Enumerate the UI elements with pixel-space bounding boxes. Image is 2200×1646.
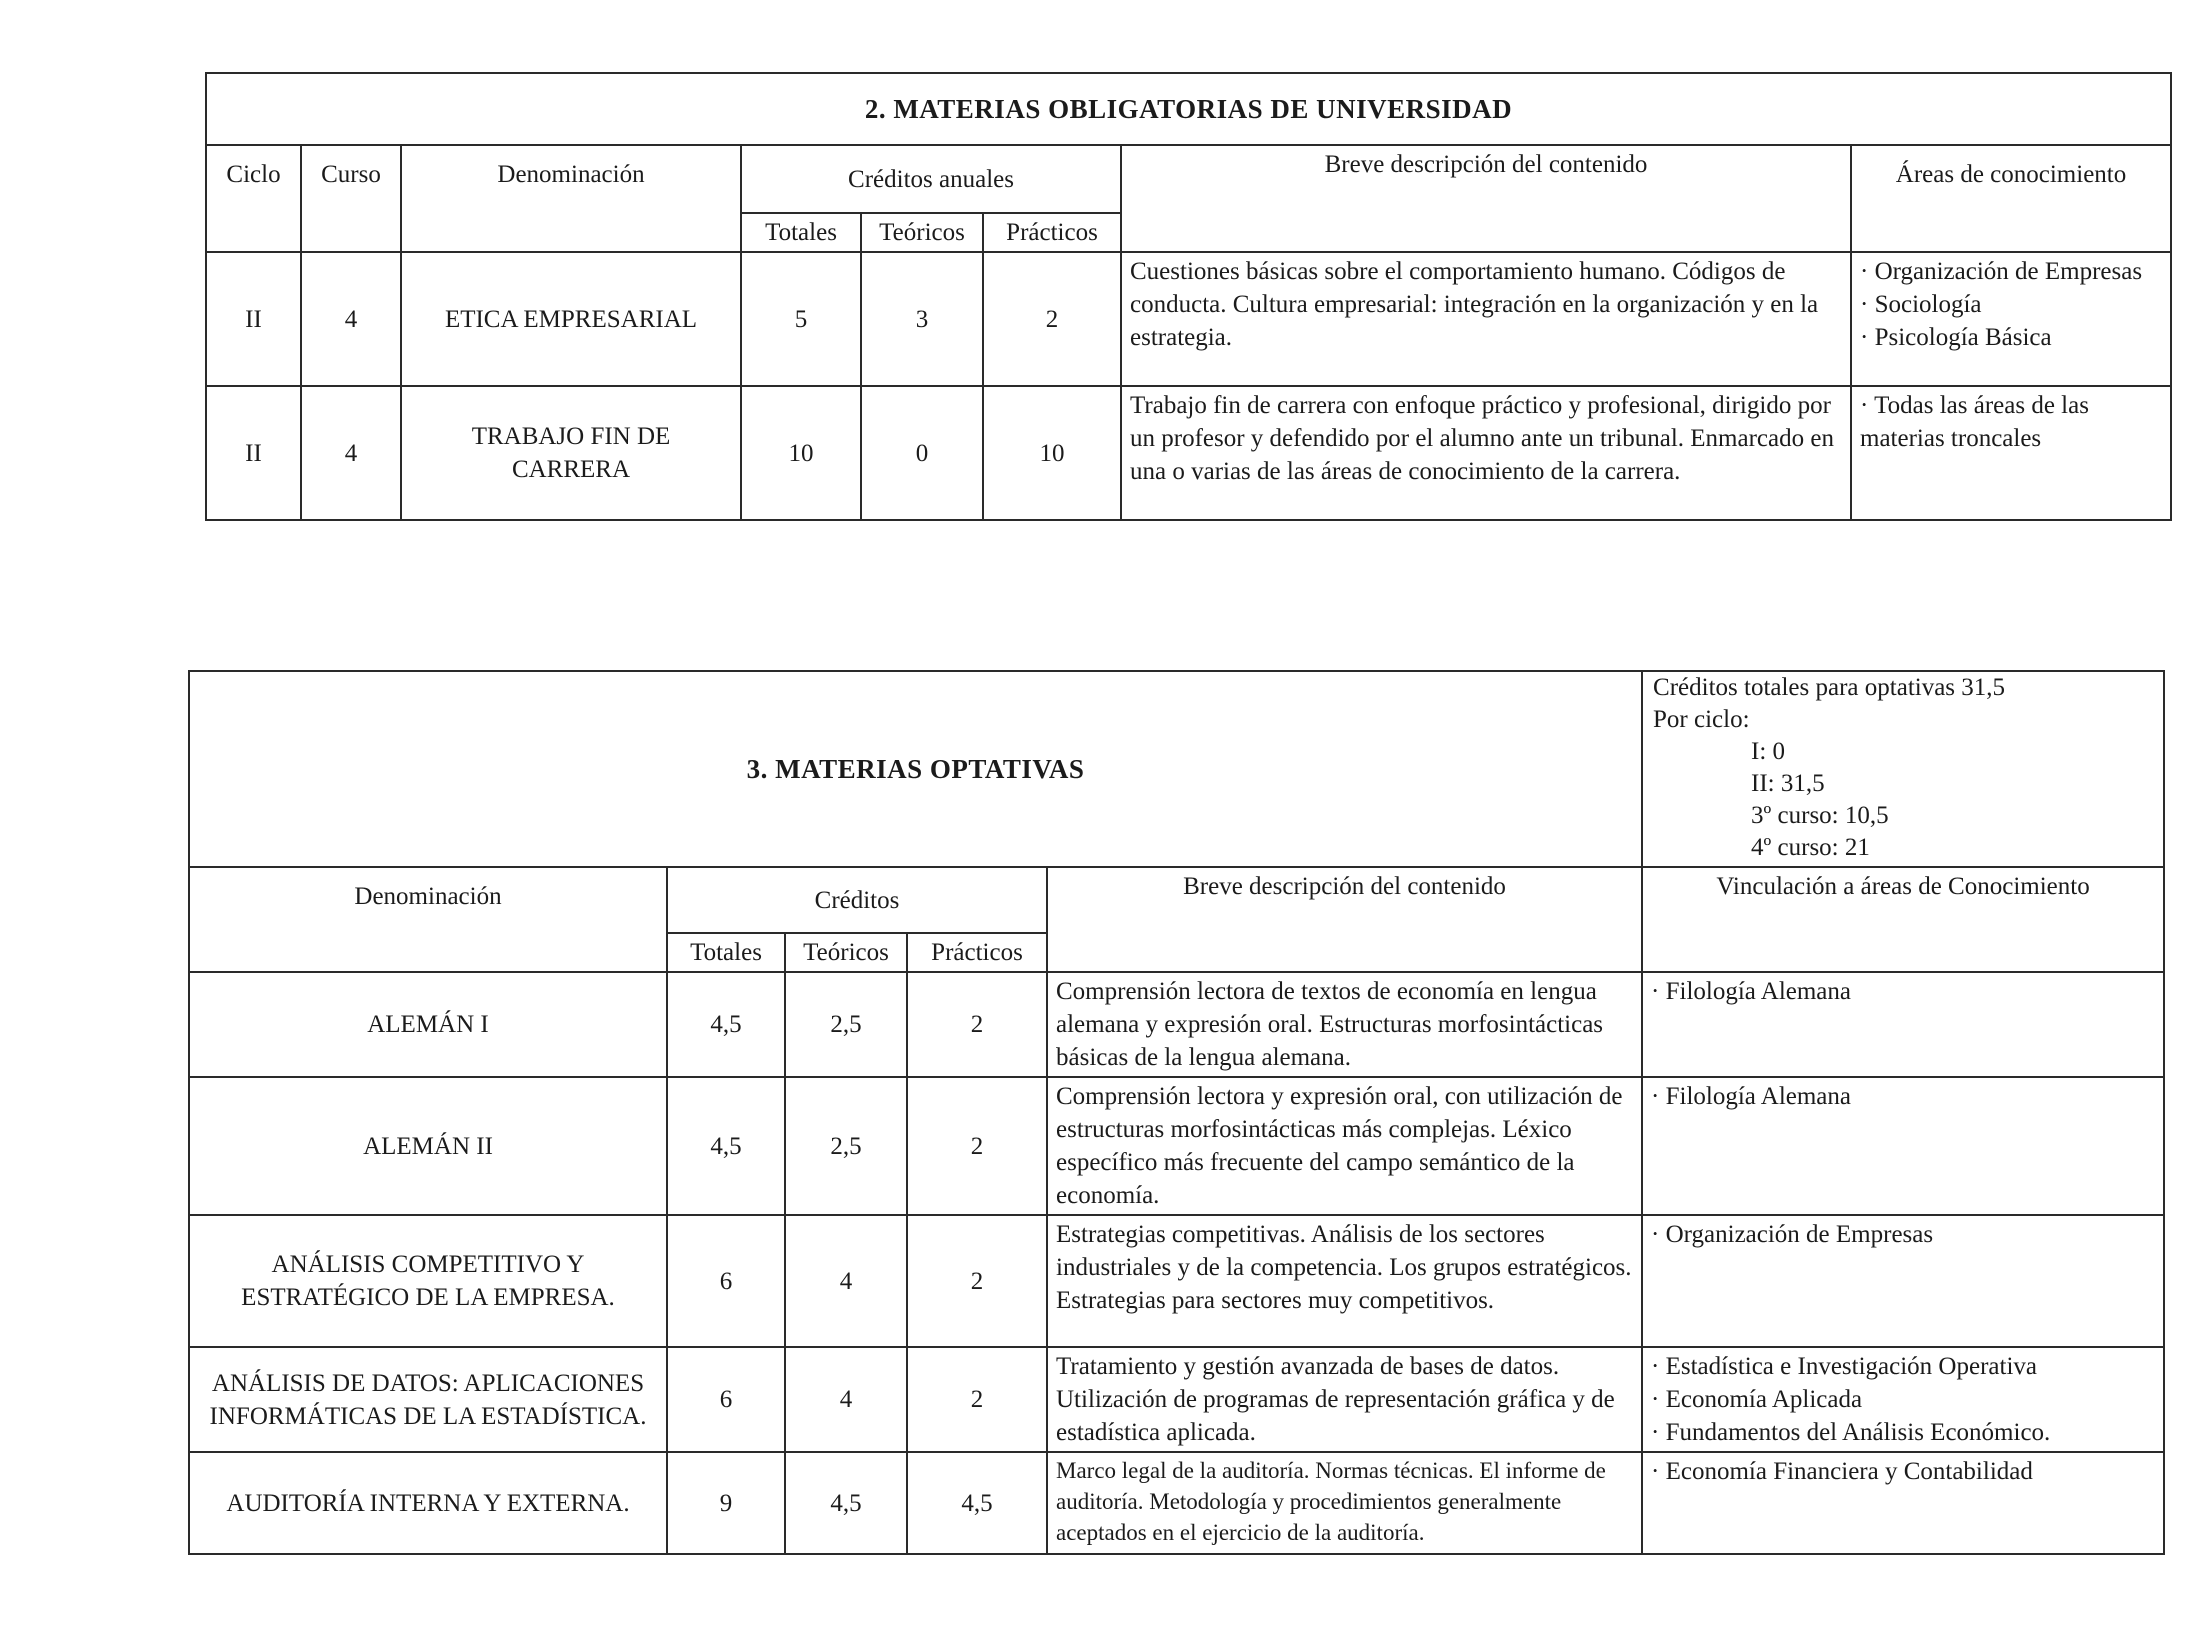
- col-header-totales: Totales: [667, 933, 785, 972]
- table-row: [189, 1452, 2164, 1554]
- area-item: · Sociología: [1860, 291, 1982, 318]
- col-header-teoricos: Teóricos: [861, 213, 983, 252]
- cell-areas: [1642, 972, 2164, 1077]
- cell-descripcion: Comprensión lectora de textos de economía en lengua alemana y expresión oral. Estructuras morfosintácticas básicas de la lengua alemana.: [1047, 972, 1642, 1077]
- cell-totales: 6: [667, 1347, 785, 1452]
- cell-teoricos: 4: [785, 1215, 907, 1347]
- cell-practicos: 10: [983, 386, 1121, 520]
- cell-teoricos: 3: [861, 252, 983, 386]
- cell-totales: 4,5: [667, 1077, 785, 1215]
- col-header-descripcion: Breve descripción del contenido: [1047, 867, 1642, 972]
- col-header-practicos: Prácticos: [983, 213, 1121, 252]
- cell-ciclo: II: [206, 386, 301, 520]
- cell-totales: 10: [741, 386, 861, 520]
- area-item: · Fundamentos del Análisis Económico.: [1651, 1419, 2051, 1446]
- cell-teoricos: 2,5: [785, 1077, 907, 1215]
- cell-curso: 4: [301, 252, 401, 386]
- cell-practicos: 2: [907, 1215, 1047, 1347]
- cell-areas: [1851, 386, 2171, 520]
- cell-denominacion: ALEMÁN II: [189, 1077, 667, 1215]
- cell-areas: [1642, 1215, 2164, 1347]
- area-item: · Filología Alemana: [1651, 978, 1851, 1005]
- area-item: · Organización de Empresas: [1651, 1221, 1934, 1248]
- cell-totales: 6: [667, 1215, 785, 1347]
- area-item: · Filología Alemana: [1651, 1083, 1851, 1110]
- credits-curso-3: 3º curso: 10,5: [1751, 802, 1889, 829]
- cell-teoricos: 4,5: [785, 1452, 907, 1554]
- area-item: · Estadística e Investigación Operativa: [1651, 1353, 2037, 1380]
- col-header-teoricos: Teóricos: [785, 933, 907, 972]
- cell-totales: 4,5: [667, 972, 785, 1077]
- cell-descripcion: Trabajo fin de carrera con enfoque práctico y profesional, dirigido por un profesor y defendido por el alumno ante un tribunal. Enmarcado en una o varias de las áreas de conocimiento de la carrera.: [1121, 386, 1851, 520]
- cell-practicos: 2: [907, 1347, 1047, 1452]
- col-header-totales: Totales: [741, 213, 861, 252]
- table-row: [206, 252, 2171, 386]
- col-header-curso: Curso: [301, 145, 401, 252]
- credits-ciclo-ii: II: 31,5: [1751, 770, 1825, 797]
- col-header-creditos: Créditos anuales: [741, 145, 1121, 213]
- cell-descripcion: Estrategias competitivas. Análisis de los sectores industriales y de la competencia. Los grupos estratégicos. Estrategias para sectores muy competitivos.: [1047, 1215, 1642, 1347]
- cell-ciclo: II: [206, 252, 301, 386]
- cell-denominacion: ANÁLISIS COMPETITIVO Y ESTRATÉGICO DE LA EMPRESA.: [189, 1215, 667, 1347]
- cell-denominacion: TRABAJO FIN DE CARRERA: [401, 386, 741, 520]
- cell-areas: [1642, 1077, 2164, 1215]
- cell-practicos: 2: [907, 1077, 1047, 1215]
- col-header-descripcion: Breve descripción del contenido: [1121, 145, 1851, 252]
- area-item: · Economía Aplicada: [1651, 1386, 1863, 1413]
- cell-totales: 5: [741, 252, 861, 386]
- area-item: · Organización de Empresas: [1860, 258, 2143, 285]
- cell-curso: 4: [301, 386, 401, 520]
- table-row: [189, 1347, 2164, 1452]
- table-row: [206, 386, 2171, 520]
- cell-practicos: 4,5: [907, 1452, 1047, 1554]
- cell-denominacion: ANÁLISIS DE DATOS: APLICACIONES INFORMÁTICAS DE LA ESTADÍSTICA.: [189, 1347, 667, 1452]
- table-row: [189, 972, 2164, 1077]
- cell-practicos: 2: [907, 972, 1047, 1077]
- credits-total: Créditos totales para optativas 31,5: [1653, 674, 2006, 701]
- col-header-areas: Áreas de conocimiento: [1851, 145, 2171, 252]
- table-row: [189, 1215, 2164, 1347]
- cell-teoricos: 2,5: [785, 972, 907, 1077]
- col-header-ciclo: Ciclo: [206, 145, 301, 252]
- col-header-practicos: Prácticos: [907, 933, 1047, 972]
- area-item: · Todas las áreas de las materias troncales: [1860, 392, 2089, 452]
- credits-ciclo-i: I: 0: [1751, 738, 1786, 765]
- cell-descripcion: Cuestiones básicas sobre el comportamiento humano. Códigos de conducta. Cultura empresarial: integración en la organización y en la estrategia.: [1121, 252, 1851, 386]
- cell-denominacion: AUDITORÍA INTERNA Y EXTERNA.: [189, 1452, 667, 1554]
- cell-denominacion: ALEMÁN I: [189, 972, 667, 1077]
- col-header-creditos: Créditos: [667, 867, 1047, 933]
- col-header-denominacion: Denominación: [401, 145, 741, 252]
- cell-practicos: 2: [983, 252, 1121, 386]
- area-item: · Psicología Básica: [1860, 324, 2052, 351]
- optativas-table: [188, 670, 2165, 1555]
- col-header-denominacion: Denominación: [189, 867, 667, 972]
- cell-areas: [1642, 1347, 2164, 1452]
- cell-descripcion: Marco legal de la auditoría. Normas técnicas. El informe de auditoría. Metodología y procedimientos generalmente aceptados en el ejercicio de la auditoría.: [1047, 1452, 1642, 1554]
- area-item: · Economía Financiera y Contabilidad: [1651, 1458, 2033, 1485]
- credits-curso-4: 4º curso: 21: [1751, 834, 1870, 861]
- cell-areas: [1851, 252, 2171, 386]
- optativas-credits-info: [1642, 671, 2164, 867]
- obligatorias-title: 2. MATERIAS OBLIGATORIAS DE UNIVERSIDAD: [206, 73, 2171, 145]
- cell-denominacion: ETICA EMPRESARIAL: [401, 252, 741, 386]
- cell-descripcion: Comprensión lectora y expresión oral, con utilización de estructuras morfosintácticas más complejas. Léxico específico más frecuente del campo semántico de la economía.: [1047, 1077, 1642, 1215]
- table-row: [189, 1077, 2164, 1215]
- credits-por-ciclo: Por ciclo:: [1653, 706, 1750, 733]
- obligatorias-table: [205, 72, 2172, 521]
- cell-teoricos: 4: [785, 1347, 907, 1452]
- cell-areas: [1642, 1452, 2164, 1554]
- col-header-vinculacion: Vinculación a áreas de Conocimiento: [1642, 867, 2164, 972]
- cell-totales: 9: [667, 1452, 785, 1554]
- cell-teoricos: 0: [861, 386, 983, 520]
- optativas-title: 3. MATERIAS OPTATIVAS: [189, 671, 1642, 867]
- cell-descripcion: Tratamiento y gestión avanzada de bases de datos. Utilización de programas de representación gráfica y de estadística aplicada.: [1047, 1347, 1642, 1452]
